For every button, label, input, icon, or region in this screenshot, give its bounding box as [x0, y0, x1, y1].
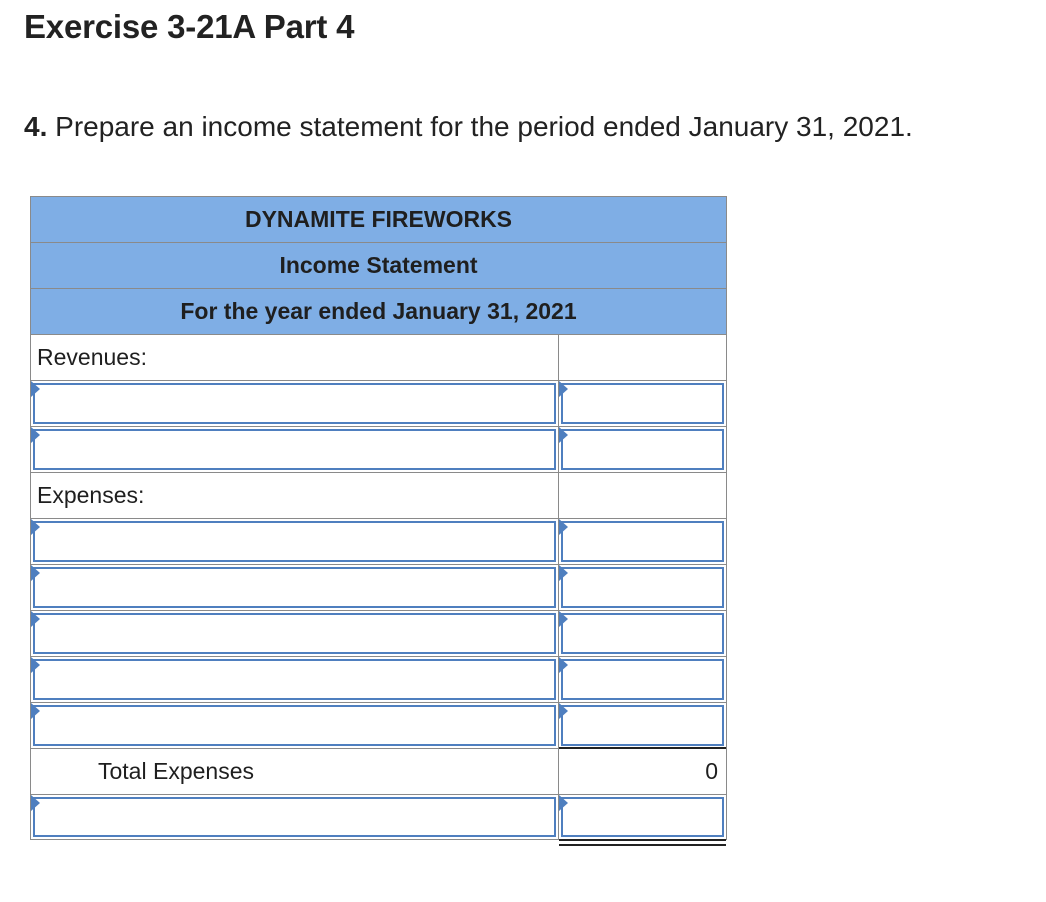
double-underline [559, 839, 726, 846]
net-income-amount-input[interactable] [561, 797, 724, 837]
revenues-amount-blank [559, 335, 726, 380]
revenue-account-cell [31, 381, 559, 426]
revenue-account-select-2[interactable] [33, 429, 556, 470]
expense-row-4 [31, 656, 726, 702]
expense-row-5 [31, 702, 726, 748]
expense-amount-input-5[interactable] [561, 705, 724, 746]
expense-amount-input-2[interactable] [561, 567, 724, 608]
dropdown-marker-icon [31, 703, 40, 719]
expense-account-cell [31, 703, 559, 748]
expenses-amount-blank [559, 473, 726, 518]
company-name-header: DYNAMITE FIREWORKS [31, 196, 726, 242]
expense-amount-input-4[interactable] [561, 659, 724, 700]
expense-account-cell [31, 565, 559, 610]
net-income-row [31, 794, 726, 840]
revenue-row-2 [31, 426, 726, 472]
exercise-title: Exercise 3-21A Part 4 [24, 8, 355, 45]
statement-name-header: Income Statement [31, 242, 726, 288]
income-statement-worksheet [30, 196, 727, 840]
expense-row-2 [31, 564, 726, 610]
input-marker-icon [559, 519, 568, 535]
dropdown-marker-icon [31, 565, 40, 581]
total-expenses-row [31, 748, 726, 794]
input-marker-icon [559, 611, 568, 627]
expense-account-select-2[interactable] [33, 567, 556, 608]
expense-amount-input-1[interactable] [561, 521, 724, 562]
revenue-amount-input-2[interactable] [561, 429, 724, 470]
revenue-amount-cell [559, 381, 726, 426]
expense-account-cell [31, 657, 559, 702]
expense-amount-cell [559, 519, 726, 564]
instruction-number: 4. [24, 111, 48, 142]
revenues-header-row [31, 334, 726, 380]
revenue-amount-input-1[interactable] [561, 383, 724, 424]
input-marker-icon [559, 703, 568, 719]
expense-amount-cell [559, 657, 726, 702]
dropdown-marker-icon [31, 519, 40, 535]
revenues-label: Revenues: [31, 335, 559, 380]
expenses-label: Expenses: [31, 473, 559, 518]
expense-account-cell [31, 611, 559, 656]
revenue-account-select-1[interactable] [33, 383, 556, 424]
total-expenses-value: 0 [559, 749, 726, 794]
input-marker-icon [559, 381, 568, 397]
revenue-row-1 [31, 380, 726, 426]
expenses-header-row [31, 472, 726, 518]
net-income-account-cell [31, 795, 559, 839]
dropdown-marker-icon [31, 427, 40, 443]
dropdown-marker-icon [31, 611, 40, 627]
net-income-account-select[interactable] [33, 797, 556, 837]
expense-account-select-1[interactable] [33, 521, 556, 562]
net-income-amount-cell [559, 795, 726, 839]
expense-row-1 [31, 518, 726, 564]
input-marker-icon [559, 795, 568, 811]
input-marker-icon [559, 427, 568, 443]
revenue-amount-cell [559, 427, 726, 472]
dropdown-marker-icon [31, 381, 40, 397]
expense-account-select-4[interactable] [33, 659, 556, 700]
statement-period-header: For the year ended January 31, 2021 [31, 288, 726, 334]
expense-account-cell [31, 519, 559, 564]
expense-account-select-5[interactable] [33, 705, 556, 746]
dropdown-marker-icon [31, 657, 40, 673]
instruction [24, 111, 913, 143]
input-marker-icon [559, 657, 568, 673]
revenue-account-cell [31, 427, 559, 472]
expense-amount-cell [559, 703, 726, 748]
expense-amount-cell [559, 565, 726, 610]
expense-row-3 [31, 610, 726, 656]
input-marker-icon [559, 565, 568, 581]
instruction-text: Prepare an income statement for the period ended January 31, 2021. [47, 111, 913, 142]
expense-amount-cell [559, 611, 726, 656]
expense-account-select-3[interactable] [33, 613, 556, 654]
total-expenses-label: Total Expenses [31, 749, 559, 794]
expense-amount-input-3[interactable] [561, 613, 724, 654]
dropdown-marker-icon [31, 795, 40, 811]
